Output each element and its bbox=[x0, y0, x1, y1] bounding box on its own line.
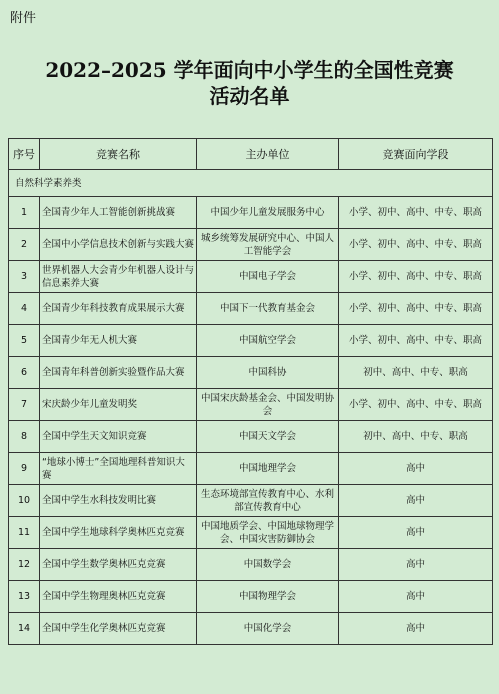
cell-organizer: 中国电子学会 bbox=[197, 261, 339, 293]
cell-number: 1 bbox=[9, 197, 40, 229]
table-row bbox=[9, 581, 493, 613]
cell-number: 11 bbox=[9, 517, 40, 549]
cell-organizer: 中国天文学会 bbox=[197, 421, 339, 453]
cell-number: 6 bbox=[9, 357, 40, 389]
cell-organizer: 中国下一代教育基金会 bbox=[197, 293, 339, 325]
cell-number: 13 bbox=[9, 581, 40, 613]
cell-number: 5 bbox=[9, 325, 40, 357]
table-row bbox=[9, 357, 493, 389]
cell-competition-name: 全国中学生地球科学奥林匹克竞赛 bbox=[40, 517, 197, 549]
cell-school-level: 小学、初中、高中、中专、职高 bbox=[339, 293, 493, 325]
table-row bbox=[9, 389, 493, 421]
cell-organizer: 中国地质学会、中国地球物理学会、中国灾害防御协会 bbox=[197, 517, 339, 549]
table-row bbox=[9, 325, 493, 357]
page-title-line-2: 活动名单 bbox=[209, 84, 290, 108]
cell-number: 8 bbox=[9, 421, 40, 453]
cell-number: 14 bbox=[9, 613, 40, 645]
table-row bbox=[9, 229, 493, 261]
cell-organizer: 中国地理学会 bbox=[197, 453, 339, 485]
table-row bbox=[9, 421, 493, 453]
cell-school-level: 高中 bbox=[339, 485, 493, 517]
cell-organizer: 中国数学会 bbox=[197, 549, 339, 581]
cell-competition-name: 全国青少年科技教育成果展示大赛 bbox=[40, 293, 197, 325]
cell-school-level: 高中 bbox=[339, 517, 493, 549]
cell-school-level: 初中、高中、中专、职高 bbox=[339, 421, 493, 453]
competition-table bbox=[8, 138, 493, 645]
column-header-level: 竞赛面向学段 bbox=[339, 139, 493, 170]
cell-organizer: 中国化学会 bbox=[197, 613, 339, 645]
cell-competition-name: 全国中学生化学奥林匹克竞赛 bbox=[40, 613, 197, 645]
table-row bbox=[9, 517, 493, 549]
column-header-organizer: 主办单位 bbox=[197, 139, 339, 170]
category-label: 自然科学素养类 bbox=[9, 170, 493, 197]
cell-competition-name: 宋庆龄少年儿童发明奖 bbox=[40, 389, 197, 421]
cell-school-level: 初中、高中、中专、职高 bbox=[339, 357, 493, 389]
cell-organizer: 中国航空学会 bbox=[197, 325, 339, 357]
table-row bbox=[9, 293, 493, 325]
cell-organizer: 中国少年儿童发展服务中心 bbox=[197, 197, 339, 229]
cell-competition-name: 全国青少年无人机大赛 bbox=[40, 325, 197, 357]
cell-number: 10 bbox=[9, 485, 40, 517]
cell-school-level: 小学、初中、高中、中专、职高 bbox=[339, 197, 493, 229]
cell-competition-name: 全国中学生天文知识竞赛 bbox=[40, 421, 197, 453]
cell-organizer: 中国科协 bbox=[197, 357, 339, 389]
table-row bbox=[9, 485, 493, 517]
column-header-number: 序号 bbox=[9, 139, 40, 170]
cell-number: 7 bbox=[9, 389, 40, 421]
cell-number: 2 bbox=[9, 229, 40, 261]
category-row bbox=[9, 170, 493, 197]
cell-school-level: 高中 bbox=[339, 549, 493, 581]
cell-school-level: 高中 bbox=[339, 453, 493, 485]
cell-competition-name: 全国青年科普创新实验暨作品大赛 bbox=[40, 357, 197, 389]
table-row bbox=[9, 453, 493, 485]
cell-number: 12 bbox=[9, 549, 40, 581]
cell-number: 9 bbox=[9, 453, 40, 485]
cell-competition-name: 全国中小学信息技术创新与实践大赛 bbox=[40, 229, 197, 261]
cell-school-level: 小学、初中、高中、中专、职高 bbox=[339, 229, 493, 261]
cell-school-level: 小学、初中、高中、中专、职高 bbox=[339, 261, 493, 293]
cell-school-level: 小学、初中、高中、中专、职高 bbox=[339, 389, 493, 421]
table-row bbox=[9, 613, 493, 645]
cell-competition-name: “地球小博士”全国地理科普知识大赛 bbox=[40, 453, 197, 485]
cell-organizer: 城乡统筹发展研究中心、中国人工智能学会 bbox=[197, 229, 339, 261]
cell-school-level: 高中 bbox=[339, 581, 493, 613]
cell-competition-name: 全国中学生水科技发明比赛 bbox=[40, 485, 197, 517]
cell-organizer: 生态环境部宣传教育中心、水利部宣传教育中心 bbox=[197, 485, 339, 517]
table-row bbox=[9, 197, 493, 229]
table-header-row bbox=[9, 139, 493, 170]
cell-competition-name: 全国中学生数学奥林匹克竞赛 bbox=[40, 549, 197, 581]
attachment-label: 附件 bbox=[10, 11, 37, 26]
page-title-line-1: 2022–2025 学年面向中小学生的全国性竞赛 bbox=[45, 58, 454, 82]
cell-competition-name: 世界机器人大会青少年机器人设计与信息素养大赛 bbox=[40, 261, 197, 293]
table-row bbox=[9, 549, 493, 581]
cell-school-level: 高中 bbox=[339, 613, 493, 645]
cell-school-level: 小学、初中、高中、中专、职高 bbox=[339, 325, 493, 357]
cell-competition-name: 全国青少年人工智能创新挑战赛 bbox=[40, 197, 197, 229]
cell-organizer: 中国物理学会 bbox=[197, 581, 339, 613]
cell-competition-name: 全国中学生物理奥林匹克竞赛 bbox=[40, 581, 197, 613]
cell-organizer: 中国宋庆龄基金会、中国发明协会 bbox=[197, 389, 339, 421]
cell-number: 4 bbox=[9, 293, 40, 325]
column-header-name: 竞赛名称 bbox=[40, 139, 197, 170]
cell-number: 3 bbox=[9, 261, 40, 293]
table-row bbox=[9, 261, 493, 293]
